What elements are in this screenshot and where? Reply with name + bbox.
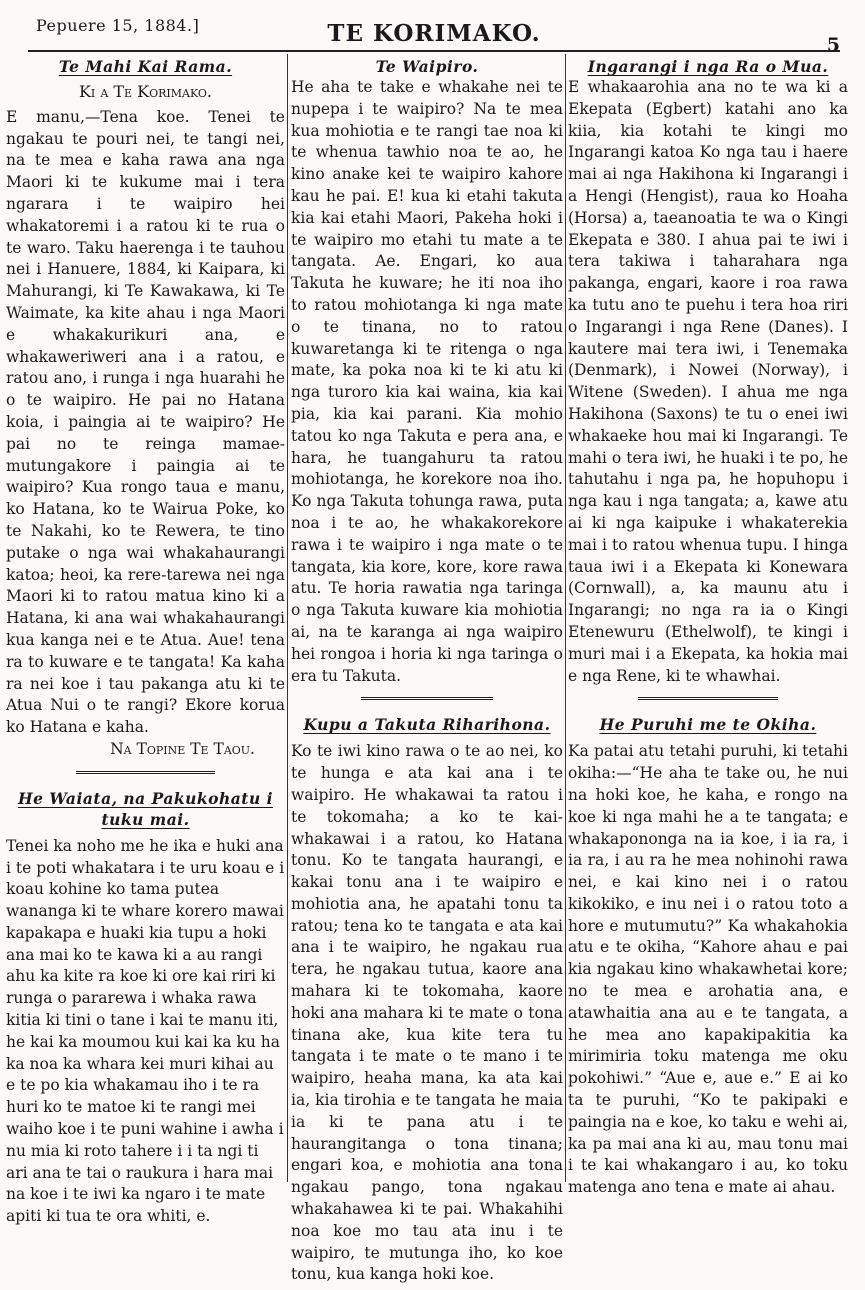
article-heading: He Waiata, na Pakukohatu i tuku mai.	[17, 788, 274, 829]
letter-address: Ki a Te Korimako.	[78, 82, 213, 101]
article-heading: Ingarangi i nga Ra o Mua.	[587, 57, 829, 76]
column-1	[6, 56, 285, 1226]
song-body: Tenei ka noho me he ika e huki ana i te poti whakatara i te uru koau e i koau kohine ko tama putea wananga ki te whare korero mawai kapakapa e huaki kia tupu a hoki ana mai ko te kawa ki a au rangi ahu ka kite ra koe ki ore kai riri ki runga o pararewa i whaka rawa kitia ki tini o tane i kai te manu iti, he kai ka moumou kui kai ka ku ha ka noa ka whara kei muri kihai au e te po kia whakamau iho i te ra huri ko te matoe ki te rangi mei waiho koe i te puni wahine i awha i nu mia ki roto tahere i i ta ngi ti ari ana te tai o raukura i hara mai na koe i te iwi ka ngaro i te mate apiti ki tua te ora whiti, e.	[6, 836, 285, 1226]
article-separator	[638, 697, 778, 702]
article-separator	[361, 697, 493, 702]
header-rule	[28, 50, 840, 52]
masthead	[28, 6, 840, 56]
column-divider	[565, 54, 566, 1182]
article-signature: Na Topine Te Taou.	[110, 739, 255, 758]
article-body: He aha te take e whakahe nei te nupepa i te waipiro? Na te mea kua mohiotia e te rangi tae noa ki te whenua tawhio noa te ao, he kino anake kei te waipiro kahore kau he pai. E! kua ki etahi takuta kia kai etahi Maori, Pakeha hoki i te waipiro mo etahi tu mate a te tangata. Ae. Engari, ko aua Takuta he kuware; he iti noa iho to ratou mohiotanga ki nga mate o te tinana, no to ratou kuwaretanga ki te ritenga o nga mate, ka poka noa ki te ki atu ki nga turoro kia kai waina, kia kai pia, kia kai parani. Kia mohio tatou ko nga Takuta e pera ana, e hara, he tuangahuru ta ratou mohiotanga, he korekore noa iho. Ko nga Takuta tohunga rawa, puta noa i te ao, he whakakorekore rawa i te waipiro i nga mate o te tangata, kia kore, kore, kore rawa atu. Te horia rawatia nga taringa o nga Takuta kuware kia mohiotia ai, na te karanga ai nga waipiro hei rongoa i horia ki nga taringa o era tu Takuta.	[291, 78, 563, 685]
page-number: 5	[826, 34, 840, 56]
column-3	[568, 56, 848, 1197]
article-body: E manu,—Tena koe. Tenei te ngakau te pouri nei, te tangi nei, na te mea e kaha rawa ana nga Maori ki te kukume mai i tera ngarara i te waipiro hei whakatoremi i a ratou ki te rua o te waro. Taku haerenga i te tauhou nei i Hanuere, 1884, ki Kaipara, ki Mahurangi, ki Te Kawakawa, ki Te Waimate, ka kite ahau i nga Maori e whakakurikuri ana, e whakaweriweri ana i a ratou, e ratou ano, i runga i nga huarahi he o te waipiro. He pai no Hatana koia, i paingia ai te waipiro? He pai no te reinga mamae-mutungakore i paingia ai te waipiro? Kua rongo taua e manu, ko Hatana, ko te Wairua Poke, ko te Nakahi, ko te Rewera, te tino putake o nga wai whakahaurangi katoa; heoi, ka rere-tarewa nei nga Maori ki to ratou matua kino ki a Hatana, ki ana wai whakahaurangi kua kanga nei e te Atua. Aue! tena ra to kuware e te tangata! Ka kaha ra nei koe i tau pakanga atu ki te Atua Nui o te rangi? Ekore korua ko Hatana e kaha.	[6, 107, 285, 737]
article-heading: Te Mahi Kai Rama.	[58, 57, 233, 76]
newspaper-title: TE KORIMAKO.	[327, 20, 541, 47]
article-heading: Te Waipiro.	[375, 57, 479, 76]
issue-date: Pepuere 15, 1884.]	[36, 16, 200, 35]
column-2	[291, 56, 563, 1284]
article-body: Ko te iwi kino rawa o te ao nei, ko te hunga e ata kai ana i te waipiro. He whakawai ta ratou i te tokomaha; a ko te kai-whakawai i a ratou, ko Hatana tonu. Ko te tangata haurangi, e kakai tonu ana i te waipiro e mohiotia ana, he apatahi tonu ta ratou; tena ko te tangata e ata kai ana i te waipiro, he ngakau rua tera, he ngakau tutua, kaore ana mahara ki te tokomaha, kaore hoki ana mahara ki te mate o tona tinana ake, kua kite tera tu tangata i te mate o te mano i te waipiro, heaha mana, ka ata kai ia, kia tirohia e te tangata he maia ia ki te pana atu i te haurangitanga o tona tinana; engari koa, e mohiotia ana tona ngakau pango, tona ngakau whakahawea ki te pai. Whakahihi noa koe mo tau ata inu i te waipiro, te mutunga iho, ko koe tonu, kua kanga hoki koe.	[291, 742, 563, 1284]
column-divider	[287, 54, 288, 1182]
article-heading: Kupu a Takuta Riharihona.	[303, 715, 551, 735]
article-heading: He Puruhi me te Okiha.	[599, 715, 817, 735]
article-body: E whakaarohia ana no te wa ki a Ekepata (Egbert) katahi ano ka kiia, kia kotahi te kingi mo Ingarangi katoa Ko nga tau i haere mai ai nga Hakihona ki Ingarangi i a Hengi (Hengist), raua ko Hoaha (Horsa) a, taeanoatia te wa o Kingi Ekepata e 380. I ahua pai te iwi i tera takiwa i taharahara nga pakanga, engari, kaore i roa rawa ka tutu ano te puehu i tera hoa riri o Ingarangi i nga Rene (Danes). I kautere mai tera iwi, i Tenemaka (Denmark), i Nowei (Norway), i Witene (Sweden). I ahua me nga Hakihona (Saxons) te tu o enei iwi whakaeke hou mai ki Ingarangi. Te mahi o tera iwi, he huaki i te po, he tahutahu i nga pa, he hopuhopu i nga kau i nga tangata; a, kawe atu ai ki nga kaipuke i whakaterekia mai i to ratou whenua tupu. I hinga taua iwi i a Ekepata ki Konewara (Cornwall), a, ka maunu atu i Ingarangi; no nga ra ia o Kingi Etenewuru (Ethelwolf), te kingi i muri mai i a Ekepata, ka hokia mai e nga Rene, ki te whawhai.	[568, 78, 848, 685]
article-body: Ka patai atu tetahi puruhi, ki tetahi okiha:—“He aha te take ou, he nui na hoki koe, he kaha, e rongo na koe ki nga mahi he a te tangata; e whakapononga na ia koe, i ia ra, i ia ra, i au ra he mea nohinohi rawa nei, e kai kino nei i o ratou kikokiko, e inu nei i o ratou toto a hore e mutumutu?” Ka whakahokia atu e te okiha, “Kahore ahau e pai kia ngakau kino whakawhetai kore; no te mea e arohatia ana, e atawhaitia ana au e te tangata, a he mea ano kapakipakitia ka mirimiria toku matenga me oku pokohiwi.” “Aue e, aue e.” E ai ko ta te puruhi, “Ko te pakipaki e paingia na e koe, ko taku e wehi ai, ka pa mai ana ki au, mau tonu mai i te kai whakangaro i au, ko toku matenga ano tena e mate ai ahau.	[568, 742, 848, 1197]
article-separator	[76, 771, 215, 776]
